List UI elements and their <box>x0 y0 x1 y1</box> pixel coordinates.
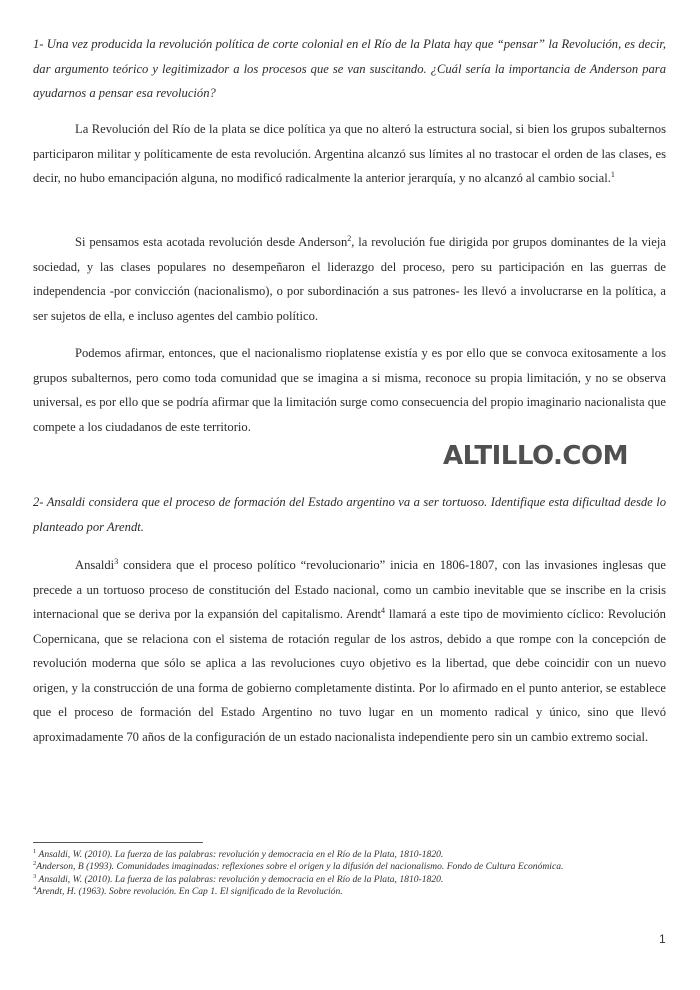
footnote-2 <box>33 861 673 873</box>
footnote-2-number: 2 <box>33 860 37 868</box>
footnote-4 <box>33 886 673 898</box>
answer-2-after: llamará a este tipo de movimiento cíclico: Revolución Copernicana, que se relaciona con el sistema de rotación regular de los astros, debido a que rompe con la concepción de revolución moderna que sólo se aplica a las revoluciones cuyo objetivo es la libertad, que debe coincidir con un nuevo origen, y la construcción de una forma de gobierno completamente distinta. Por lo afirmado en el punto anterior, se establece que el proceso de formación del Estado Argentino no tuvo lugar en un momento radical y único, sino que llevó aproximadamente 70 años de la configuración de un estado nacionalista independiente pero sin un cambio extremo social. <box>33 607 666 744</box>
footnote-ref-2[interactable]: 2 <box>347 233 352 243</box>
answer-1-paragraph-1 <box>33 117 666 191</box>
answer-2-paragraph <box>33 553 666 749</box>
footnote-ref-1[interactable]: 1 <box>610 169 615 179</box>
footnote-4-text: Arendt, H. (1963). Sobre revolución. En Cap 1. El significado de la Revolución. <box>36 886 343 898</box>
answer-1-paragraph-1-text: La Revolución del Río de la plata se dice política ya que no alteró la estructura social, si bien los grupos subalternos participaron militar y políticamente de esta revolución. Argentina alcanzó sus límites al no trastocar el orden de las clases, es decir, no hubo emancipación alguna, no modificó radicalmente la anterior jerarquía, y no alcanzó al cambio social. <box>33 122 666 185</box>
footnote-1-number: 1 <box>33 847 37 855</box>
footnote-4-number: 4 <box>33 885 37 893</box>
answer-2-author: Ansaldi <box>75 558 115 572</box>
footnote-2-text: Anderson, B (1993). Comunidades imaginadas: reflexiones sobre el origen y la difusión del nacionalismo. Fondo de Cultura Económica. <box>36 861 564 873</box>
footnote-3-number: 3 <box>33 872 37 880</box>
page-number: 1 <box>659 932 666 946</box>
watermark-logo: ALTILLO.COM <box>443 441 628 471</box>
answer-1-paragraph-2-before: Si pensamos esta acotada revolución desde Anderson <box>75 235 348 249</box>
footnote-3 <box>33 874 673 886</box>
footnotes <box>33 849 673 899</box>
answer-1-paragraph-3: Podemos afirmar, entonces, que el nacionalismo rioplatense existía y es por ello que se convoca exitosamente a los grupos subalternos, pero como toda comunidad que se imagina a si misma, reconoce su propia limitación, y no se observa universal, es por ello que se podría afirmar que la limitación surge como consecuencia del propio imaginario nacionalista que compete a los ciudadanos de este territorio. <box>33 346 666 434</box>
answer-1-paragraph-2-after: , la revolución fue dirigida por grupos dominantes de la vieja sociedad, y las clases populares no desempeñaron el liderazgo del proceso, pero su participación en las guerras de independencia -por convicción (nacionalismo), o por subordinación a sus patrones- les llevó a involucrarse en la política, a ser sujetos de ella, e incluso agentes del cambio político. <box>33 235 666 323</box>
question-2: 2- Ansaldi considera que el proceso de formación del Estado argentino va a ser tortuoso. Identifique esta dificultad desde lo planteado por Arendt. <box>33 495 666 534</box>
footnote-1-text: Ansaldi, W. (2010). La fuerza de las palabras: revolución y democracia en el Río de la Plata, 1810-1820. <box>36 849 444 860</box>
answer-2-middle: considera que el proceso político “revolucionario” inicia en 1806-1807, con las invasiones inglesas que precede a un tortuoso proceso de constitución del Estado nacional, como un cambio inevitable que se inscribe en la crisis internacional que se deriva por la expansión del capitalismo. Arendt <box>33 558 666 621</box>
answer-1-paragraph-2 <box>33 230 666 328</box>
footnote-1 <box>33 849 673 861</box>
footnote-ref-3[interactable]: 3 <box>114 556 119 566</box>
footnote-ref-4[interactable]: 4 <box>381 605 386 615</box>
footnote-3-text: Ansaldi, W. (2010). La fuerza de las palabras: revolución y democracia en el Río de la Plata, 1810-1820. <box>36 873 444 885</box>
question-1: 1- Una vez producida la revolución política de corte colonial en el Río de la Plata hay que “pensar” la Revolución, es decir, dar argumento teórico y legitimizador a los procesos que se van suscitando. ¿Cuál sería la importancia de Anderson para ayudarnos a pensar esa revolución? <box>33 37 666 100</box>
footnote-separator <box>33 842 203 843</box>
